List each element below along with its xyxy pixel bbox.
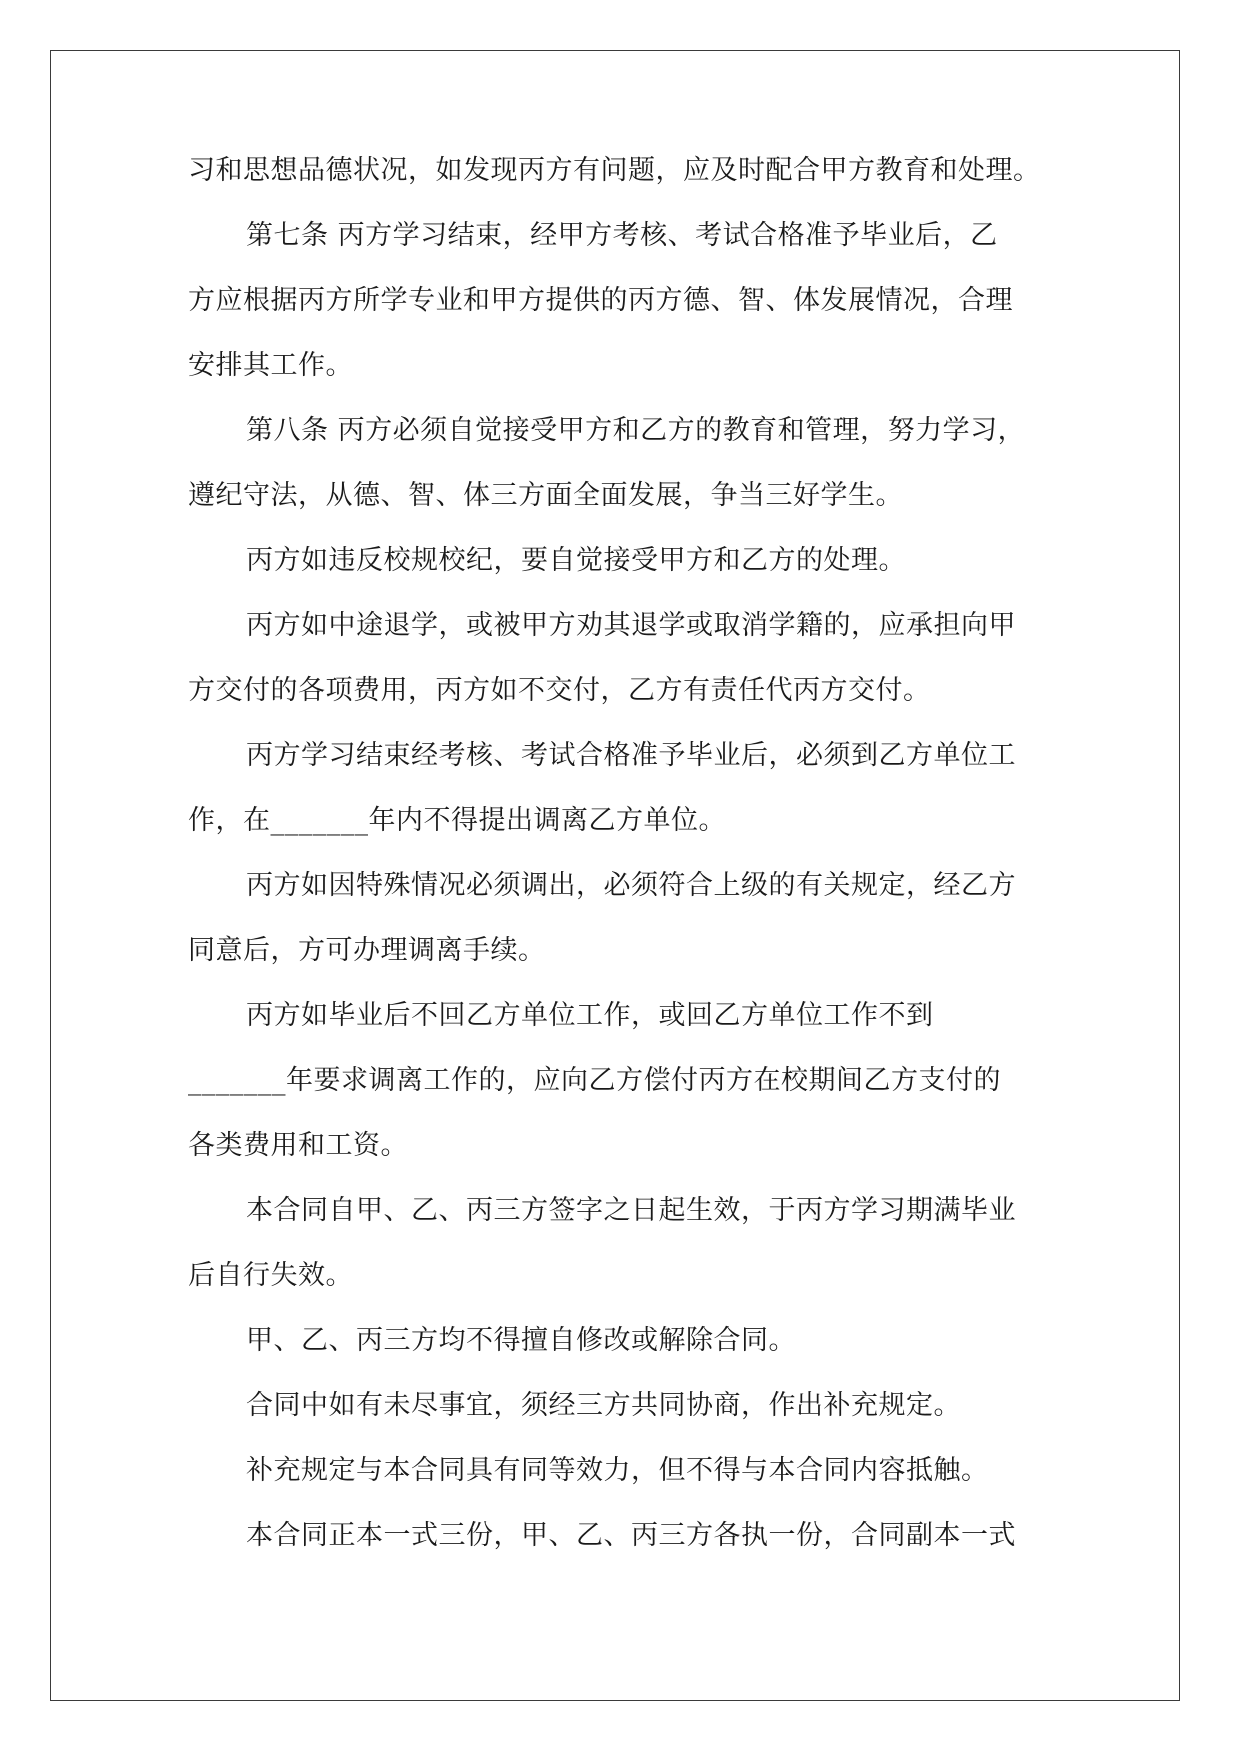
text-line: 习和思想品德状况，如发现丙方有问题，应及时配合甲方教育和处理。	[188, 155, 1041, 186]
text-line: 遵纪守法，从德、智、体三方面全面发展，争当三好学生。	[188, 480, 903, 511]
text-line: 丙方如中途退学，或被甲方劝其退学或取消学籍的，应承担向甲	[246, 610, 1016, 641]
text-line: 丙方学习结束经考核、考试合格准予毕业后，必须到乙方单位工	[246, 740, 1016, 771]
document-body	[188, 154, 1056, 1552]
text-line: 同意后，方可办理调离手续。	[188, 935, 546, 966]
text-line: 作，在_______年内不得提出调离乙方单位。	[188, 805, 726, 836]
text-line: 合同中如有未尽事宜，须经三方共同协商，作出补充规定。	[246, 1390, 961, 1421]
text-line: 本合同正本一式三份，甲、乙、丙三方各执一份，合同副本一式	[246, 1520, 1016, 1551]
text-line: 第八条 丙方必须自觉接受甲方和乙方的教育和管理，努力学习，	[246, 415, 1026, 446]
text-line: 甲、乙、丙三方均不得擅自修改或解除合同。	[246, 1325, 796, 1356]
text-line: 各类费用和工资。	[188, 1130, 408, 1161]
text-line: 安排其工作。	[188, 350, 353, 381]
text-line: 本合同自甲、乙、丙三方签字之日起生效，于丙方学习期满毕业	[246, 1195, 1016, 1226]
text-line: 后自行失效。	[188, 1260, 353, 1291]
text-line: 第七条 丙方学习结束，经甲方考核、考试合格准予毕业后，乙	[246, 220, 998, 251]
text-line: 丙方如违反校规校纪，要自觉接受甲方和乙方的处理。	[246, 545, 906, 576]
text-line: 补充规定与本合同具有同等效力，但不得与本合同内容抵触。	[246, 1455, 989, 1486]
text-line: 丙方如毕业后不回乙方单位工作，或回乙方单位工作不到	[246, 1000, 934, 1031]
text-line: 方应根据丙方所学专业和甲方提供的丙方德、智、体发展情况，合理	[188, 285, 1013, 316]
text-line: 方交付的各项费用，丙方如不交付，乙方有责任代丙方交付。	[188, 675, 931, 706]
text-line: _______年要求调离工作的，应向乙方偿付丙方在校期间乙方支付的	[188, 1065, 1001, 1096]
text-line: 丙方如因特殊情况必须调出，必须符合上级的有关规定，经乙方	[246, 870, 1016, 901]
